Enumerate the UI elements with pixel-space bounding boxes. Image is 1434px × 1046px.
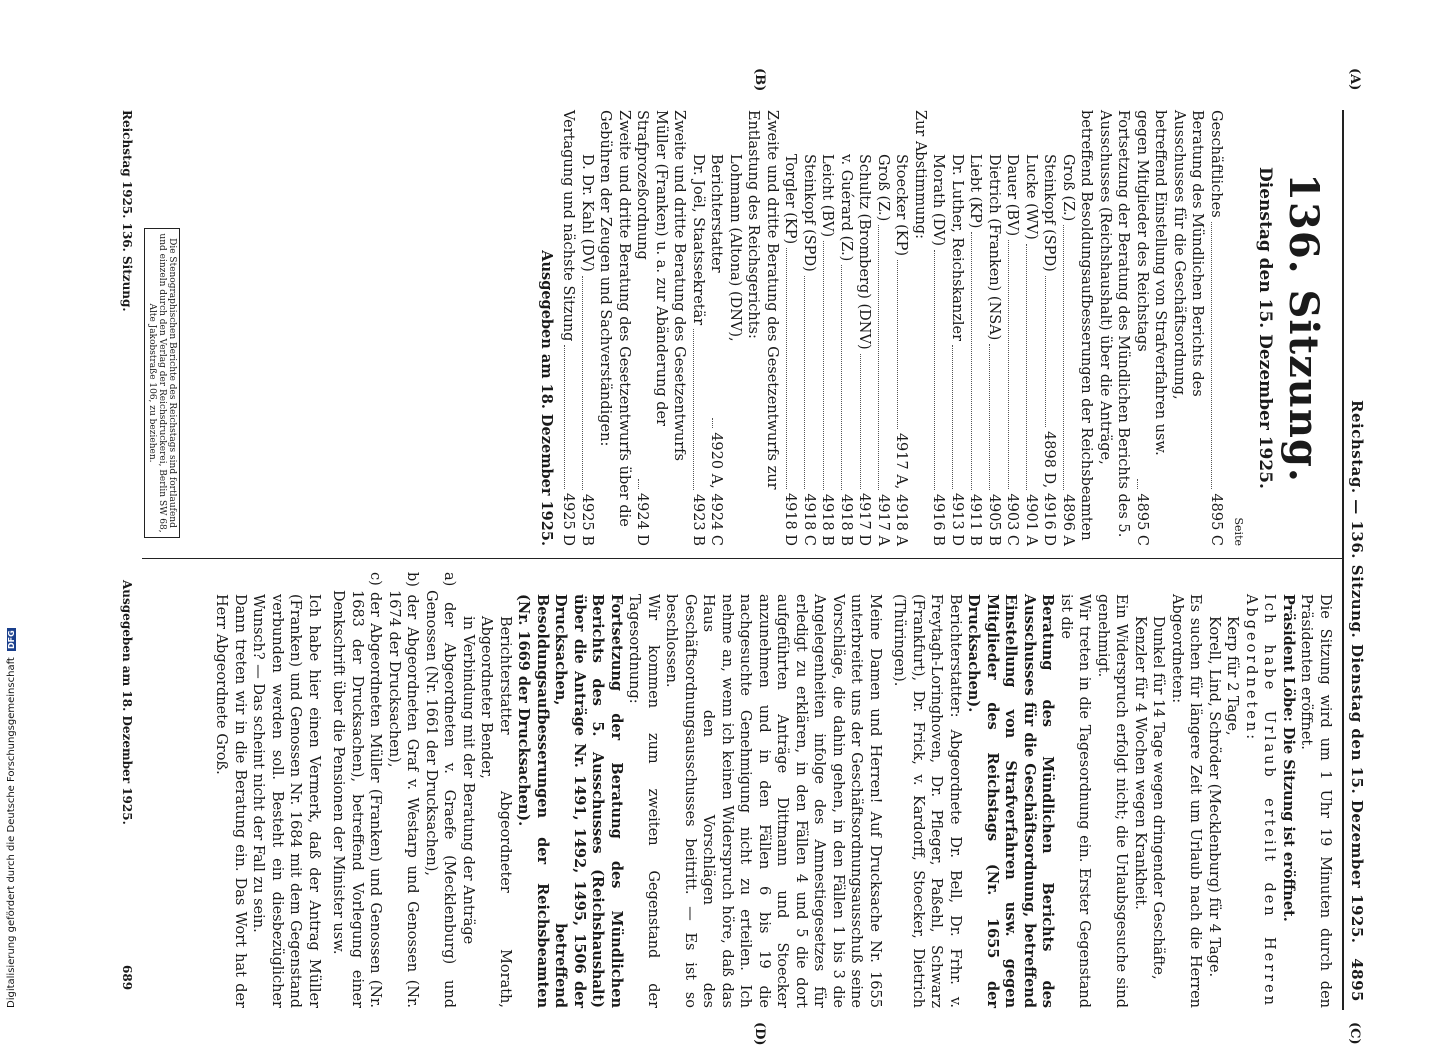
header-rule: [1342, 110, 1344, 1010]
toc-entry-page: 4901 A: [1023, 494, 1039, 546]
toc-entry: [744, 110, 781, 546]
table-of-contents: [559, 110, 1225, 546]
toc-leader: [990, 344, 991, 490]
agenda-item-2: Fortsetzung der Beratung des Mündlichen Berichts des 5. Ausschusses (Reichshaushalt) über die Anträge Nr. 1491, 1492, 1495, 1506 der Drucksachen, betreffend Besoldungsaufbesserungen der Reichsbeamten (Nr. 1669 der Drucksachen).: [515, 594, 625, 1008]
toc-entry: [689, 110, 708, 546]
toc-entry-title: Dietrich (Franken) (NSA): [986, 154, 1002, 341]
toc-entry: [1059, 110, 1078, 546]
toc-entry-title: Morath (DV): [930, 154, 947, 247]
toc-entry-page: 4916 B: [930, 493, 947, 546]
footer-number: 689: [120, 965, 134, 991]
running-header: Reichstag. — 136. Sitzung. Dienstag den 15. Dezember 1925.: [1348, 400, 1366, 944]
leave-item: Dunkel für 14 Tage wegen dringender Geschäfte,: [1150, 616, 1167, 980]
session-date: Dienstag den 15. Dezember 1925.: [1255, 167, 1275, 489]
page-number: 4895: [1348, 958, 1366, 1002]
scanned-page: [110, 68, 1372, 1046]
toc-entry-title: Beratung des Mündlichen Berichts des Ausschusses für die Geschäftsordnung, betreffend Einstellung von Strafverfahren usw. gegen Mitglieder des Reichstags: [1134, 110, 1206, 456]
toc-entry-title: D. Dr. Kahl (DV): [579, 154, 595, 272]
leave-request: Es suchen für längere Zeit um Urlaub nach die Herren Abgeordneten:: [1169, 594, 1204, 1008]
motion-c: c) der Abgeordneten Müller (Franken) und Genossen (Nr. 1683 der Drucksachen), betreffend Vorlegung einer Denkschrift über die Pensionen der Minister usw.: [330, 572, 384, 1008]
toc-entry-page: 4924 D: [634, 492, 651, 546]
toc-leader: [934, 250, 935, 490]
issue-date: Ausgegeben am 18. Dezember 1925.: [538, 250, 555, 546]
toc-leader: [1045, 276, 1046, 427]
president-statement: Präsident Löbe: Die Sitzung ist eröffnet.: [1280, 594, 1297, 922]
toc-entry: [596, 110, 633, 546]
toc-entry-page: 4917 D: [856, 492, 873, 546]
toc-entry-title: Liebt (KP): [967, 154, 984, 229]
toc-entry-page: 4911 B: [967, 493, 984, 546]
toc-entry-title: Groß (Z.): [1060, 154, 1076, 222]
toc-entry: [559, 110, 578, 546]
toc-entry: [911, 110, 930, 546]
leave-item: Kerp für 2 Tage,: [1224, 616, 1241, 736]
toc-leader: [823, 241, 824, 490]
toc-entry: [707, 110, 744, 546]
toc-entry: [578, 110, 597, 546]
toc-leader: [786, 248, 787, 489]
agenda-intro: Wir kommen zum zweiten Gegenstand der Tagesordnung:: [626, 594, 661, 1008]
toc-leader: [897, 260, 898, 429]
toc-leader: [1008, 240, 1009, 489]
toc-entry-title: Zur Abstimmung:: [912, 110, 928, 239]
toc-entry-page: 4925 B: [579, 493, 595, 546]
page-footer: Reichstag 1925. 136. Sitzung.: [120, 110, 134, 312]
rapporteurs-2: Berichterstatter Abgeordneter Morath, Abgeordneter Bender,: [478, 616, 513, 1008]
dfg-logo: DFG: [7, 630, 16, 649]
publisher-note: Die Stenographischen Berichte des Reichstags sind fortlaufend und einzeln durch den Verlag der Reichsdruckerei, Berlin SW 68, Alte Jakobstraße 106, zu beziehen.: [144, 228, 180, 538]
toc-entry-page: 4895 C: [1134, 493, 1150, 546]
toc-entry-title: Leicht (BV): [819, 154, 836, 238]
footer-date: Ausgegeben am 18. Dezember 1925.: [120, 580, 134, 825]
toc-entry-title: Zweite und dritte Beratung des Gesetzentwurfs zur Entlastung des Reichsgerichts:: [745, 110, 780, 490]
toc-entry-title: Steinkopf (SPD): [1041, 154, 1058, 272]
toc-entry-title: Fortsetzung der Beratung des Mündlichen Berichts des 5. Ausschusses (Reichshaushalt) über die Anträge, betreffend Besoldungsaufbesserungen der Reichsbeamten: [1078, 110, 1132, 541]
toc-leader: [638, 479, 639, 489]
toc-entry: [1022, 110, 1041, 546]
proceedings-column: [212, 572, 1334, 1008]
toc-entry-page: 4918 B: [819, 493, 836, 546]
margin-mark-a: (A): [1347, 68, 1362, 91]
toc-entry-page: 4917 A, 4918 A: [893, 432, 910, 546]
toc-entry: [985, 110, 1004, 546]
leave-approved: Ein Widerspruch erfolgt nicht; die Urlaubsgesuche sind genehmigt.: [1095, 594, 1130, 1008]
toc-entry-page: 4898 D, 4916 D: [1041, 431, 1058, 546]
toc-entry-title: Stoecker (KP): [893, 154, 910, 257]
toc-entry: [781, 110, 800, 546]
toc-entry-page: 4920 A, 4924 C: [708, 432, 725, 546]
toc-leader: [1138, 479, 1139, 489]
column-divider: [142, 558, 1342, 559]
toc-entry-page: 4895 C: [1208, 493, 1224, 546]
toc-entry-title: Lucke (WV): [1023, 154, 1039, 240]
motion-b: b) der Abgeordneten Graf v. Westarp und Genossen (Nr. 1674 der Drucksachen),: [386, 572, 421, 1008]
toc-entry-page: 4917 A: [875, 494, 891, 546]
toc-entry: [892, 110, 911, 546]
toc-entry: [1077, 110, 1133, 546]
toc-leader: [971, 232, 972, 489]
toc-entry: [948, 110, 967, 546]
toc-leader: [879, 225, 880, 490]
toc-entry: [818, 110, 837, 546]
toc-leader: [842, 265, 843, 489]
toc-entry: [874, 110, 893, 546]
agenda-intro: Wir treten in die Tagesordnung ein. Erster Gegenstand ist die: [1058, 594, 1093, 1008]
seite-label: Seite: [1232, 517, 1246, 546]
toc-entry-title: Schultz (Bromberg) (DNV): [856, 154, 873, 350]
toc-entry: [1040, 110, 1059, 546]
toc-entry-page: 4913 D: [949, 492, 965, 546]
toc-entry-title: Vertagung und nächste Sitzung: [560, 110, 577, 342]
toc-leader: [860, 354, 861, 489]
toc-entry: [1133, 110, 1207, 546]
toc-entry-page: 4918 B: [838, 493, 854, 546]
toc-entry-title: Dauer (BV): [1004, 154, 1021, 237]
toc-entry: [855, 110, 874, 546]
leave-item: Korell, Lind, Schröder (Mecklenburg) für 4 Tage.: [1206, 616, 1222, 978]
speech-paragraph: Ich habe hier einen Vermerk, daß der Antrag Müller (Franken) und Genossen Nr. 1684 mit dem Gegenstand verbunden werden soll. Besteht ein diesbezüglicher Wunsch? — Das scheint nicht der Fall zu sein.: [250, 594, 322, 1008]
toc-entry-page: 4903 C: [1004, 493, 1021, 546]
toc-entry: [1207, 110, 1226, 546]
motion-a: a) der Abgeordneten v. Graefe (Mecklenburg) und Genossen (Nr. 1661 der Drucksachen),: [423, 572, 458, 1008]
toc-entry-title: Dr. Luther, Reichskanzler: [949, 154, 965, 342]
margin-mark-c: (C): [1347, 1022, 1362, 1045]
contents-column: [537, 110, 1337, 546]
leave-item: Kenzler für 4 Wochen wegen Krankheit.: [1132, 616, 1148, 910]
toc-entry-title: Dr. Joël, Staatssekretär: [690, 154, 706, 326]
toc-entry: [966, 110, 985, 546]
toc-entry-page: 4896 A: [1060, 494, 1076, 546]
toc-leader: [712, 418, 713, 428]
digitization-credit: [6, 628, 17, 1008]
toc-entry-title: Zweite und dritte Beratung des Gesetzentwurfs Müller (Franken) u. a. zur Abänderung der Strafprozeßordnung: [634, 110, 688, 461]
toc-leader: [564, 345, 565, 488]
toc-entry: [1003, 110, 1022, 546]
speech-paragraph: Dann treten wir in die Beratung ein. Das Wort hat der Herr Abgeordnete Groß.: [213, 594, 248, 1008]
agenda-item-1: Beratung des Mündlichen Berichts des Ausschusses für die Geschäftsordnung, betreffend Einstellung von Strafverfahren usw. gegen Mitglieder des Reichstags (Nr. 1655 der Drucksachen).: [965, 594, 1057, 1008]
toc-entry-title: Geschäftliches: [1208, 110, 1224, 218]
toc-entry-title: Zweite und dritte Beratung des Gesetzentwurfs über die Gebühren der Zeugen und Sachverständigen:: [597, 110, 632, 527]
toc-leader: [1212, 222, 1213, 490]
speech-paragraph: Meine Damen und Herren! Auf Drucksache Nr. 1655 unterbreitet uns der Geschäftsordnungsausschuß seine Vorschläge, die dahin gehen, in den Fällen 1 bis 3 die Angelegenheiten infolge des Amnestiegesetzes für erledigt zu erklären, in den Fällen 4 und 5 die dort aufgeführten Anträge Dittmann und Stoecker anzunehmen und in den Fällen 6 bis 19 die nachgesuchte Genehmigung nicht zu erteilen. Ich nehme an, wenn ich keinen Widerspruch höre, daß das Haus den Vorschlägen des Geschäftsordnungsausschusses beitritt. — Es ist so beschlossen.: [663, 594, 883, 1008]
toc-entry-page: 4905 B: [986, 493, 1002, 546]
toc-leader: [1027, 244, 1028, 490]
opening-note: Die Sitzung wird um 1 Uhr 19 Minuten durch den Präsidenten eröffnet.: [1298, 594, 1333, 1008]
toc-entry: [800, 110, 819, 546]
toc-entry-page: 4918 C: [801, 493, 817, 546]
toc-entry-page: 4923 B: [690, 493, 706, 546]
toc-entry-title: Torgler (KP): [782, 154, 799, 245]
toc-entry-title: Groß (Z.): [875, 154, 891, 222]
toc-entry: [633, 110, 689, 546]
rapporteurs-1: Berichterstatter: Abgeordnete Dr. Bell, Dr. Frhr. v. Freytagh-Loringhoven, Dr. Pfleger, Paßehl, Schwarz (Frankfurt), Dr. Frick, v. Kardorff, Stoecker, Dietrich (Thüringen).: [891, 594, 963, 1008]
toc-entry-page: 4918 D: [782, 492, 799, 546]
leave-granted: Ich habe Urlaub erteilt den Herren Abgeordneten:: [1243, 594, 1278, 1008]
session-title: 136. Sitzung.: [1280, 173, 1327, 483]
toc-leader: [953, 345, 954, 489]
toc-entry-title: v. Guérard (Z.): [838, 154, 854, 262]
toc-entry-title: Steinkopf (SPD): [801, 154, 817, 272]
toc-entry-title: Lohmann (Altona) (DNV), Berichterstatter: [708, 154, 743, 342]
combined-note: in Verbindung mit der Beratung der Anträge: [460, 616, 476, 945]
toc-leader: [805, 276, 806, 490]
toc-entry: [837, 110, 856, 546]
margin-mark-b: (B): [752, 68, 767, 92]
toc-entry-page: 4925 D: [560, 492, 577, 546]
toc-leader: [694, 329, 695, 490]
toc-leader: [1064, 225, 1065, 490]
credit-text: Digitalisierung gefördert durch die Deutsche Forschungsgemeinschaft: [6, 657, 17, 1008]
toc-leader: [583, 276, 584, 490]
margin-mark-d: (D): [752, 1022, 767, 1046]
toc-entry: [929, 110, 948, 546]
